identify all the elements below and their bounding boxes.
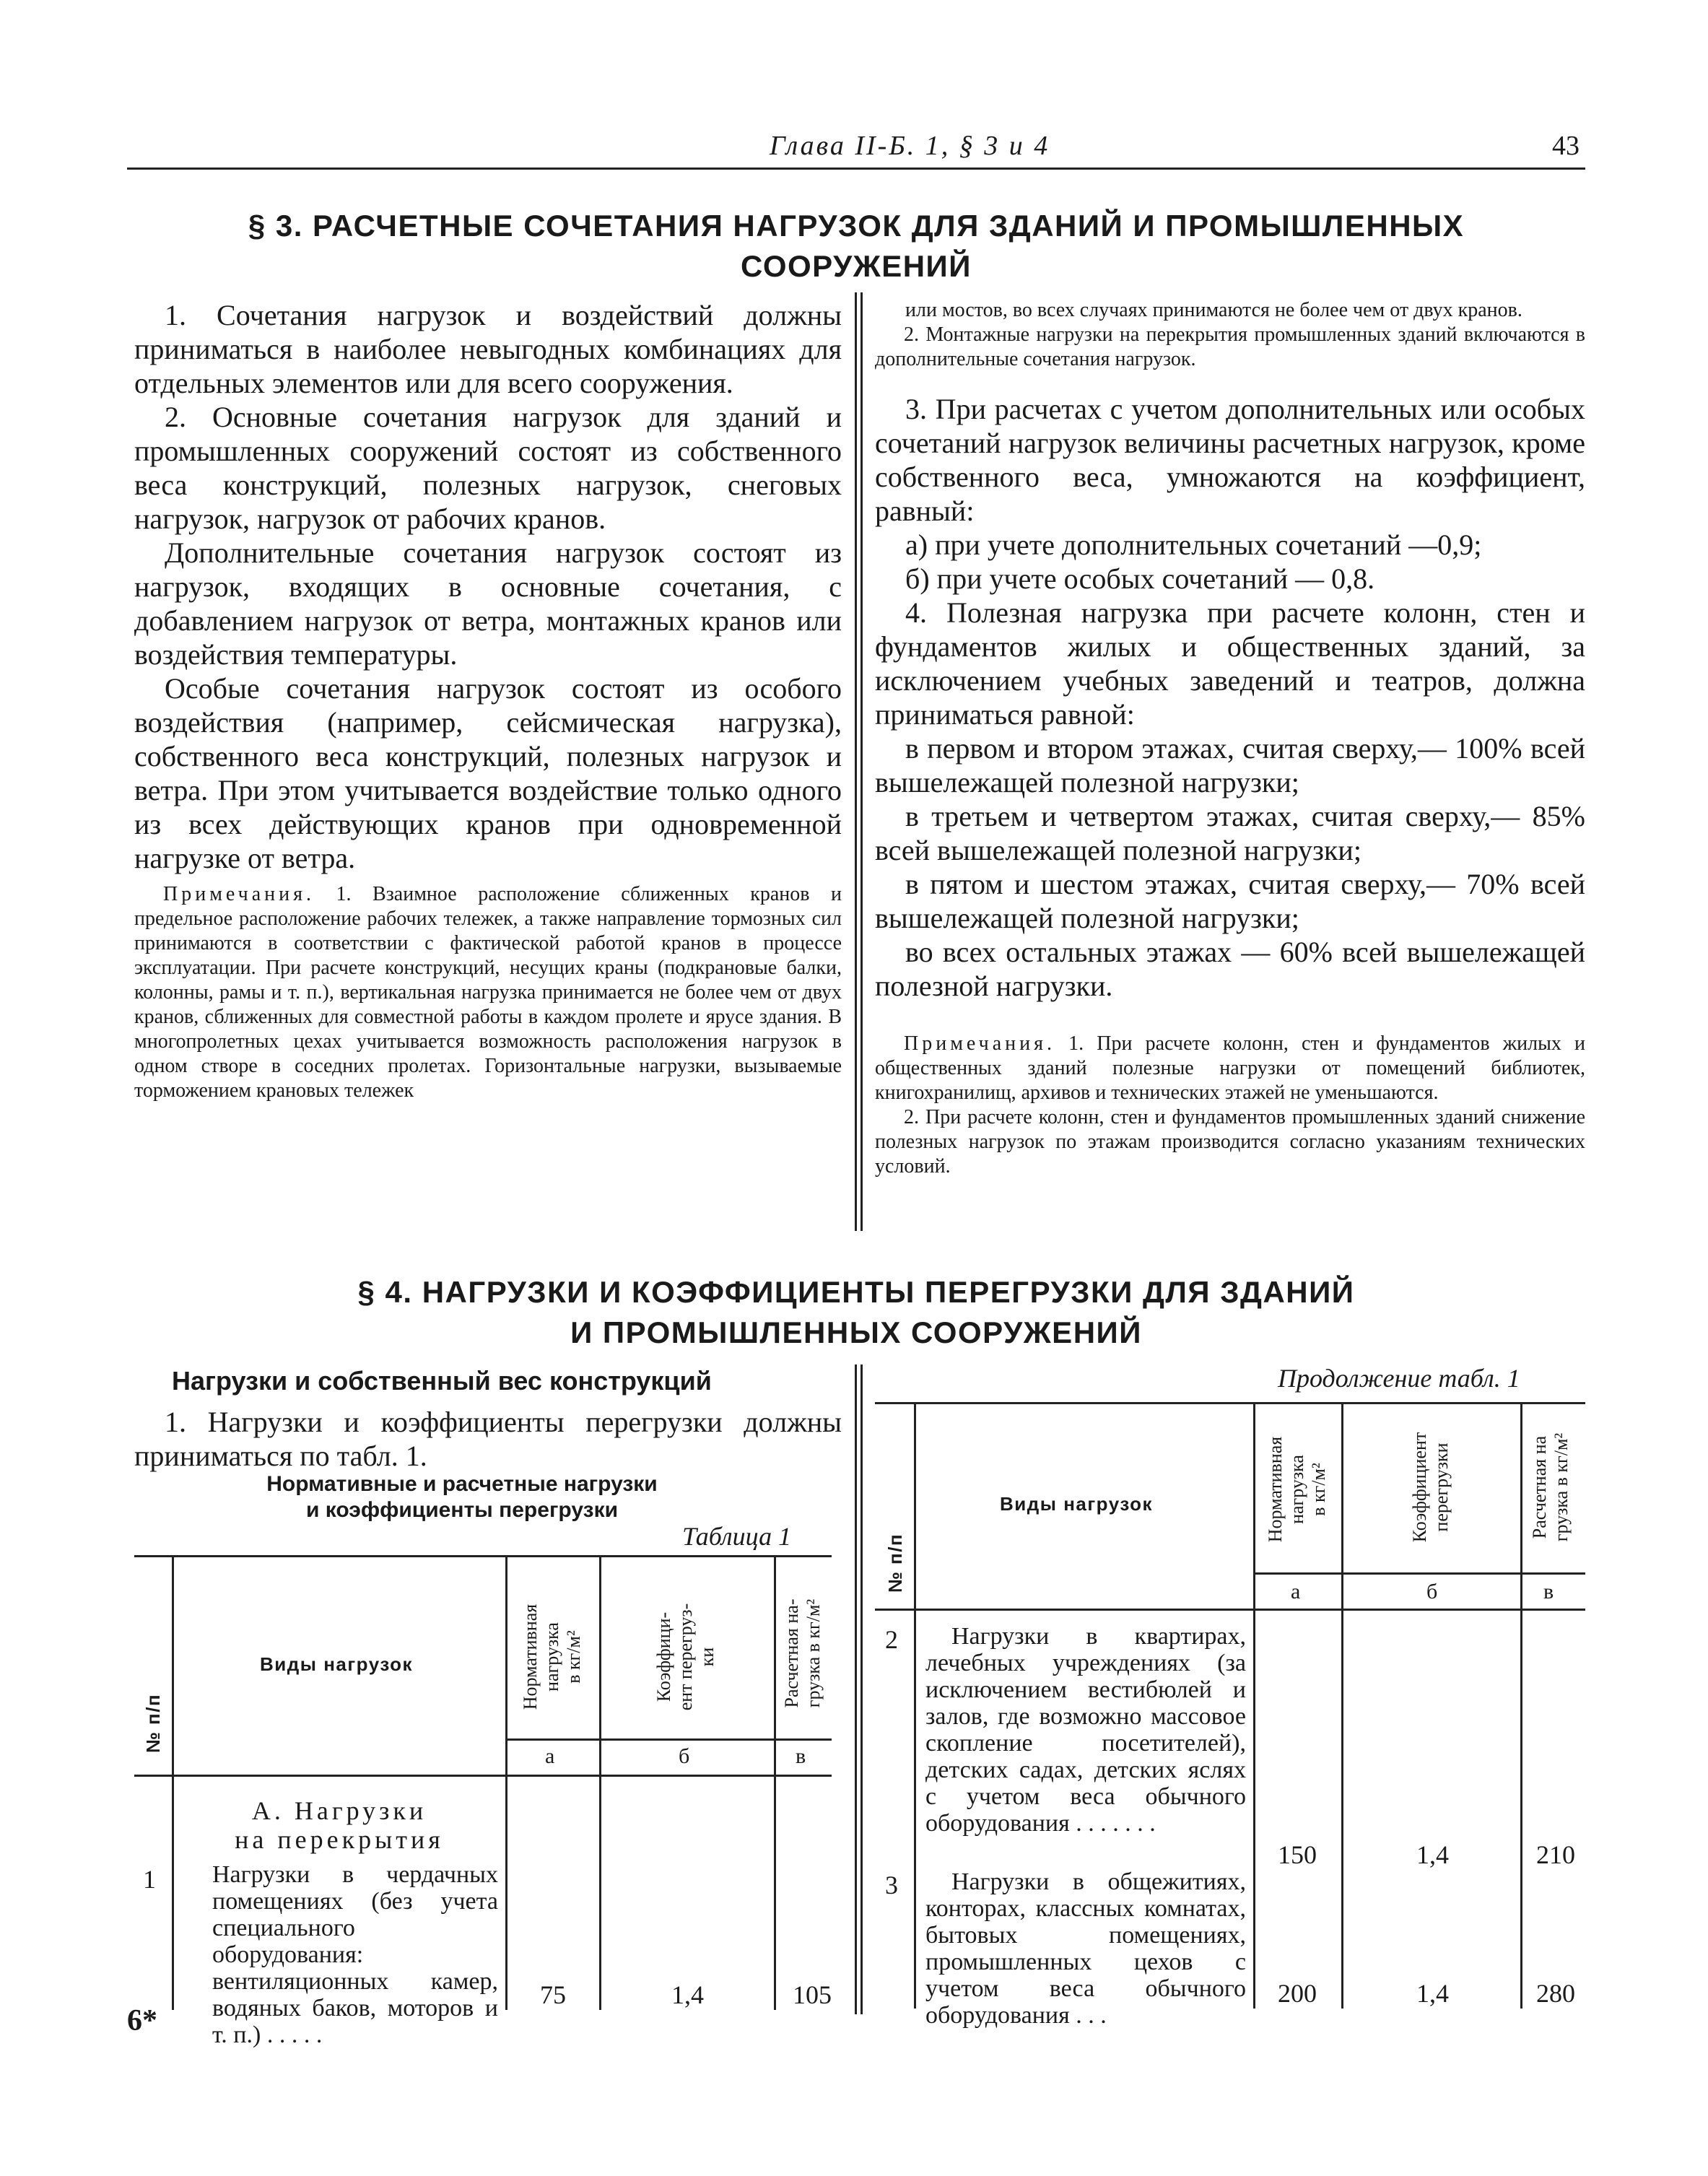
- row-norm-value: 75: [540, 1980, 566, 2009]
- row-norm-value: 150: [1278, 1840, 1317, 1869]
- column-divider: [855, 292, 857, 1231]
- header-v: в: [796, 1744, 806, 1768]
- table-rule: [914, 1402, 916, 2009]
- notes-label: Примечания.: [163, 883, 315, 905]
- paragraph: 4. Полезная нагрузка при расчете колонн, стен и фундаментов жилых и общественных зданий, за исключением учебных заведений и театров, должна приниматься равной:: [875, 596, 1585, 731]
- paragraph: Дополнительные сочетания нагрузок состоят из нагрузок, входящих в основные сочетания, с добавлением нагрузок от ветра, монтажных кранов или воздействия температуры.: [134, 536, 842, 671]
- paragraph: 2. Основные сочетания нагрузок для зданий и промышленных сооружений состоят из собственного веса конструкций, полезных нагрузок, снеговых нагрузок, нагрузок от рабочих кранов.: [134, 401, 842, 535]
- header-b: б: [679, 1744, 690, 1768]
- notes-label: Примечания.: [904, 1032, 1056, 1055]
- row-number: 3: [885, 1871, 898, 1899]
- header-coef: Коэффициент перегрузки: [1409, 1432, 1452, 1543]
- paragraph: 3. При расчетах с учетом дополнительных или особых сочетаний нагрузок величины расчетных нагрузок, кроме собственного веса, умножаются на коэффициент, равный:: [875, 393, 1585, 527]
- paragraph: в третьем и четвертом этажах, считая сверху,— 85% всей вышележащей полезной нагрузки;: [875, 800, 1585, 866]
- header-norm: Нормативная нагрузка в кг/м²: [1265, 1436, 1329, 1543]
- header-num: № п/п: [884, 1533, 906, 1593]
- row-norm-value: 200: [1278, 1979, 1317, 2008]
- chapter-reference: Глава II-Б. 1, § 3 и 4: [770, 131, 1050, 161]
- row-coef-value: 1,4: [1416, 1840, 1449, 1869]
- table-rule: [599, 1555, 601, 2010]
- header-a: а: [545, 1744, 555, 1768]
- row-calc-value: 105: [793, 1980, 832, 2009]
- paragraph: б) при учете особых сочетаний — 0,8.: [905, 562, 1375, 595]
- table-rule: [505, 1555, 507, 2010]
- paragraph: а) при учете дополнительных сочетаний —0,9;: [905, 528, 1482, 561]
- note-paragraph: Примечания. 1. При расчете колонн, стен и фундаментов жилых и общественных зданий полезные нагрузки от помещений библиотек, книгохранилищ, архивов и технических этажей не уменьшаются.: [875, 1032, 1585, 1104]
- header-b: б: [1426, 1580, 1438, 1603]
- table-caption: Нормативные и расчетные нагрузки и коэффициенты перегрузки: [266, 1472, 658, 1522]
- header-v: в: [1543, 1580, 1554, 1603]
- row-calc-value: 280: [1536, 1979, 1575, 2008]
- table-rule: [1341, 1402, 1343, 2009]
- column-divider: [855, 1365, 857, 2014]
- table-rule: [875, 1402, 1585, 1404]
- note-paragraph: или мостов, во всех случаях принимаются не более чем от двух кранов.: [905, 299, 1522, 321]
- page-number: 43: [1552, 131, 1580, 161]
- row-description: Нагрузки в квартирах, лечебных учреждениях (за исключением вестибюлей и залов, где возможно массовое скопление посетителей), детских садах, детских яслях с учетом веса обычного оборудования . . . . . . .: [925, 1623, 1246, 1837]
- header-a: а: [1291, 1580, 1301, 1603]
- note-paragraph: 2. Монтажные нагрузки на перекрытия промышленных зданий включаются в дополнительные сочетания нагрузок.: [875, 323, 1585, 370]
- column-divider: [860, 1365, 863, 2014]
- continuation-label: Продолжение табл. 1: [1278, 1364, 1520, 1393]
- table-rule: [172, 1555, 174, 2010]
- row-number: 2: [885, 1625, 898, 1654]
- group-heading: А. Нагрузки на перекрытия: [235, 1796, 444, 1854]
- header-coef: Коэффици- ент перегруз- ки: [653, 1603, 718, 1711]
- row-coef-value: 1,4: [1416, 1979, 1449, 2008]
- header-num: № п/п: [142, 1693, 164, 1754]
- row-coef-value: 1,4: [671, 1980, 704, 2009]
- row-description: Нагрузки в общежитиях, конторах, классных комнатах, бытовых помещениях, промышленных цехов с учетом веса обычного оборудования . . .: [925, 1868, 1246, 2029]
- table-rule: [505, 1738, 832, 1741]
- note-paragraph: Примечания. 1. Взаимное расположение сближенных кранов и предельное расположение рабочих тележек, а также направление тормозных сил принимаются в соответствии с фактической работой кранов в процессе эксплуатации. При расчете конструкций, несущих краны (подкрановые балки, колонны, рамы и т. п.), вертикальная нагрузка принимается не более чем от двух кранов, сближенных для совместной работы в каждом пролете и ярусе здания. В многопролетных цехах учитывается возможность расположения нагрузок в одном створе в соседних пролетах. Горизонтальные нагрузки, вызываемые торможением крановых тележек: [134, 883, 842, 1102]
- paragraph: 1. Нагрузки и коэффициенты перегрузки должны приниматься по табл. 1.: [134, 1406, 842, 1472]
- table-rule: [134, 1555, 832, 1557]
- note-paragraph: 2. При расчете колонн, стен и фундаментов промышленных зданий снижение полезных нагрузок по этажам производится согласно указаниям технических условий.: [875, 1106, 1585, 1178]
- table-rule: [134, 1775, 832, 1777]
- paragraph: в первом и втором этажах, считая сверху,— 100% всей вышележащей полезной нагрузки;: [875, 732, 1585, 798]
- header-norm: Нормативная нагрузка в кг/м²: [520, 1603, 584, 1710]
- table-number: Таблица 1: [682, 1522, 792, 1551]
- header-calc: Расчетная на грузка в кг/м²: [1529, 1432, 1572, 1542]
- table-rule: [1253, 1572, 1585, 1575]
- section-4-title: § 4. НАГРУЗКИ И КОЭФФИЦИЕНТЫ ПЕРЕГРУЗКИ ДЛЯ ЗДАНИЙ И ПРОМЫШЛЕННЫХ СООРУЖЕНИЙ: [357, 1275, 1355, 1349]
- row-description: Нагрузки в чердачных помещениях (без учета специального оборудования: вентиляционных камер, водяных баков, моторов и т. п.) . . . . .: [212, 1861, 498, 2048]
- table-rule: [1520, 1402, 1522, 2009]
- header-types: Виды нагрузок: [260, 1653, 414, 1675]
- header-calc: Расчетная на- грузка в кг/м²: [781, 1598, 824, 1708]
- running-head: [127, 130, 1585, 170]
- table-rule: [774, 1555, 776, 2010]
- section-3-left-column: [134, 298, 842, 1103]
- subsection-heading: Нагрузки и собственный вес конструкций: [172, 1366, 712, 1396]
- section-3-title: § 3. РАСЧЕТНЫЕ СОЧЕТАНИЯ НАГРУЗОК ДЛЯ ЗДАНИЙ И ПРОМЫШЛЕННЫХ СООРУЖЕНИЙ: [248, 209, 1465, 283]
- table-rule: [1253, 1402, 1255, 2009]
- section-3-right-column: [875, 298, 1585, 1179]
- paragraph: 1. Сочетания нагрузок и воздействий должны приниматься в наиболее невыгодных комбинациях для отдельных элементов или для всего сооружения.: [134, 299, 842, 399]
- row-calc-value: 210: [1536, 1840, 1575, 1869]
- column-divider: [860, 292, 863, 1231]
- row-number: 1: [143, 1865, 156, 1894]
- header-types: Виды нагрузок: [1000, 1493, 1154, 1515]
- paragraph: в пятом и шестом этажах, считая сверху,— 70% всей вышележащей полезной нагрузки;: [875, 868, 1585, 934]
- paragraph: Особые сочетания нагрузок состоят из особого воздействия (например, сейсмическая нагрузка), собственного веса конструкций, полезных нагрузок и ветра. При этом учитывается воздействие только одного из всех действующих кранов при одновременной нагрузке от ветра.: [134, 672, 842, 874]
- signature-mark: 6*: [127, 2004, 157, 2037]
- table-rule: [875, 1609, 1585, 1611]
- paragraph: во всех остальных этажах — 60% всей вышележащей полезной нагрузки.: [875, 936, 1585, 1002]
- section-4-intro: [134, 1405, 842, 1473]
